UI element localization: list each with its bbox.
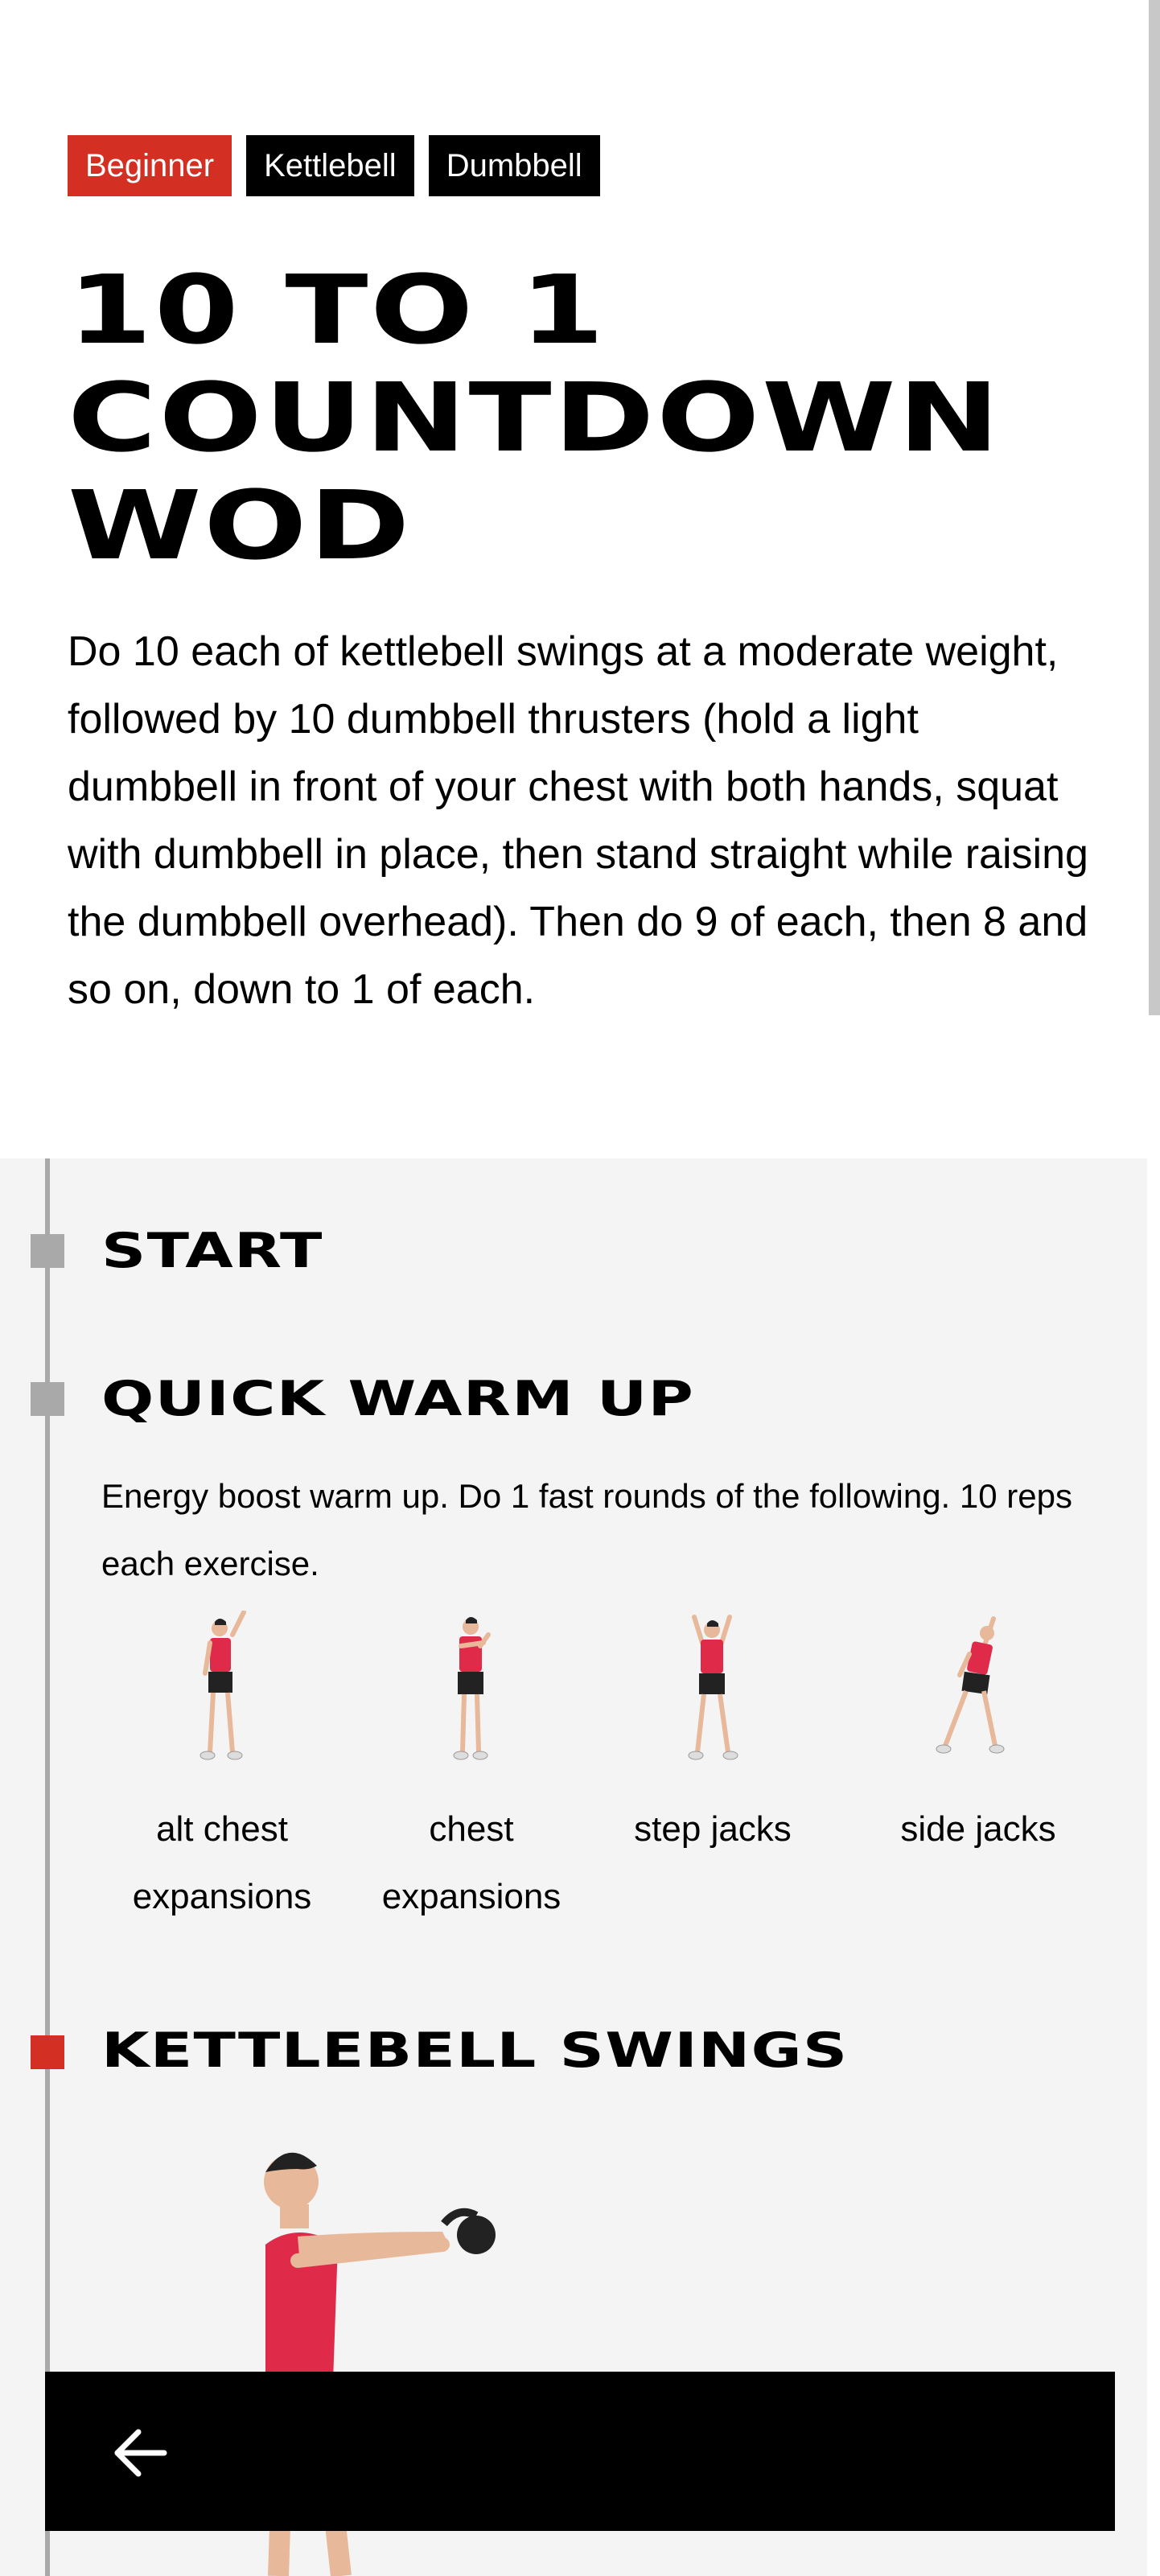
step-title-start: START	[101, 1223, 323, 1279]
exercise-label: step jacks	[634, 1809, 792, 1849]
title-line: 10 TO 1	[68, 254, 607, 365]
exercise-chest-expansions[interactable]	[351, 1611, 592, 1931]
timeline-marker-swings	[31, 2035, 64, 2069]
timeline-line	[45, 1158, 50, 2576]
timeline-marker-start	[31, 1234, 64, 1268]
title-line: COUNTDOWN	[68, 362, 1002, 473]
tag-dumbbell[interactable]: Dumbbell	[429, 135, 600, 196]
bottom-nav-bar	[45, 2372, 1115, 2531]
step-title-warmup: QUICK WARM UP	[101, 1371, 695, 1427]
exercise-label: side jacks	[900, 1809, 1056, 1849]
workout-header	[0, 0, 1147, 1158]
page-title	[68, 256, 1160, 579]
figure-side-bend-icon	[926, 1611, 1030, 1763]
step-description-warmup: Energy boost warm up. Do 1 fast rounds of the following. 10 reps each exercise.	[101, 1477, 1072, 1582]
figure-arms-front-icon	[419, 1611, 524, 1763]
workout-description: Do 10 each of kettlebell swings at a moderate weight, followed by 10 dumbbell thrusters (hold a light dumbbell in front of your chest with both hands, squat with dumbbell in place, then stand straight while raising the dumbbell overhead). Then do 9 of each, then 8 and so on, down to 1 of each.	[68, 628, 1088, 1013]
scrollbar-thumb[interactable]	[1149, 0, 1160, 1015]
tag-beginner[interactable]: Beginner	[68, 135, 232, 196]
exercise-alt-chest-expansions[interactable]	[101, 1611, 343, 1931]
exercise-label: alt chest expansions	[132, 1809, 312, 1916]
figure-arms-overhead-icon	[660, 1611, 765, 1763]
tag-list	[68, 135, 600, 196]
timeline-marker-warmup	[31, 1382, 64, 1416]
exercise-step-jacks[interactable]	[592, 1611, 833, 1863]
step-title-swings: KETTLEBELL SWINGS	[101, 2023, 849, 2079]
exercise-side-jacks[interactable]	[858, 1611, 1099, 1863]
title-line: WOD	[68, 470, 413, 581]
tag-kettlebell[interactable]: Kettlebell	[246, 135, 414, 196]
warmup-exercise-list	[101, 1611, 1115, 1948]
arrow-left-icon[interactable]	[108, 2420, 174, 2486]
exercise-label: chest expansions	[381, 1809, 561, 1916]
workout-timeline	[0, 1158, 1147, 2576]
figure-arm-raised-icon	[170, 1611, 274, 1763]
